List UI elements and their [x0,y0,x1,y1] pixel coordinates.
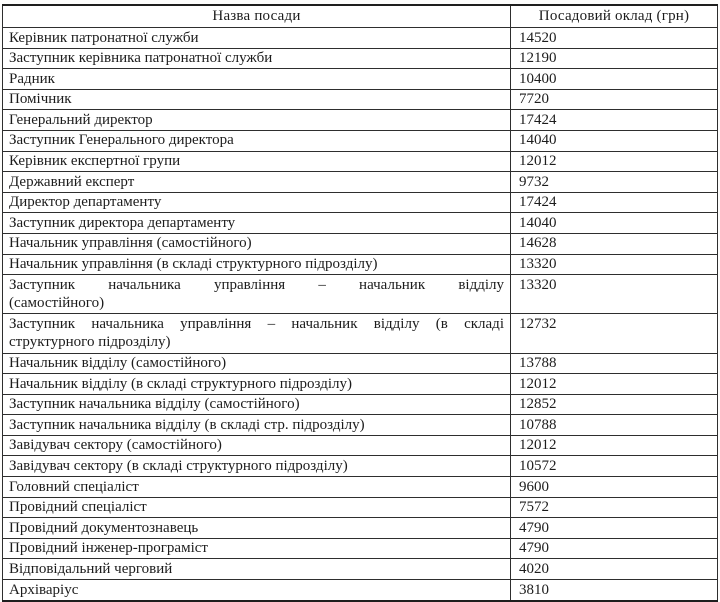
salary-cell: 13320 [511,254,718,275]
position-cell: Заступник Генерального директора [3,130,511,151]
table-row [3,192,718,213]
salary-cell: 4020 [511,559,718,580]
table-row [3,456,718,477]
table-row [3,110,718,131]
table-row [3,435,718,456]
table-row [3,69,718,90]
salary-cell: 14628 [511,233,718,254]
position-cell: Начальник відділу (самостійного) [3,353,511,374]
position-cell: Керівник патронатної служби [3,28,511,49]
position-cell: Провідний спеціаліст [3,497,511,518]
position-cell: Завідувач сектору (в складі структурного підрозділу) [3,456,511,477]
position-cell: Заступник начальника відділу (самостійного) [3,394,511,415]
position-cell [3,314,511,353]
position-line: структурного підрозділу) [9,334,171,351]
salary-cell: 4790 [511,538,718,559]
salary-cell: 12012 [511,435,718,456]
table-row [3,151,718,172]
position-cell: Начальник управління (самостійного) [3,233,511,254]
table-row [3,559,718,580]
table-body [3,28,718,601]
position-cell: Провідний інженер-програміст [3,538,511,559]
position-line: (самостійного) [9,295,105,312]
table-row [3,580,718,601]
salary-cell: 14040 [511,130,718,151]
salary-cell: 9732 [511,172,718,193]
salary-cell: 12852 [511,394,718,415]
salary-cell: 10400 [511,69,718,90]
table-header [3,5,718,28]
table-row [3,477,718,498]
position-cell: Начальник відділу (в складі структурного підрозділу) [3,374,511,395]
table-row [3,518,718,539]
table-row [3,497,718,518]
table-row [3,254,718,275]
column-header-salary: Посадовий оклад (грн) [511,5,718,28]
salary-cell: 7720 [511,89,718,110]
position-cell: Архіваріус [3,580,511,601]
position-cell: Заступник директора департаменту [3,213,511,234]
table-row [3,314,718,353]
salary-cell: 13788 [511,353,718,374]
position-cell: Заступник начальника відділу (в складі стр. підрозділу) [3,415,511,436]
salary-cell: 12012 [511,151,718,172]
position-cell [3,275,511,314]
salary-cell: 4790 [511,518,718,539]
header-row [3,5,718,28]
salary-cell: 17424 [511,192,718,213]
table-row [3,28,718,49]
salary-cell: 3810 [511,580,718,601]
salary-cell: 12732 [511,314,718,353]
table-row [3,233,718,254]
salary-cell: 10788 [511,415,718,436]
salary-table [2,4,718,602]
table-row [3,130,718,151]
table-row [3,89,718,110]
table-row [3,538,718,559]
table-row [3,213,718,234]
position-cell: Державний експерт [3,172,511,193]
position-cell: Заступник керівника патронатної служби [3,48,511,69]
position-cell: Генеральний директор [3,110,511,131]
position-cell: Помічник [3,89,511,110]
salary-cell: 12190 [511,48,718,69]
table-row [3,275,718,314]
position-cell: Керівник експертної групи [3,151,511,172]
salary-cell: 12012 [511,374,718,395]
salary-cell: 13320 [511,275,718,314]
salary-cell: 14520 [511,28,718,49]
salary-cell: 10572 [511,456,718,477]
salary-cell: 7572 [511,497,718,518]
position-line: Заступник начальника управління – начальник відділу (в складі [9,315,504,332]
salary-cell: 14040 [511,213,718,234]
table-row [3,394,718,415]
position-cell: Начальник управління (в складі структурного підрозділу) [3,254,511,275]
position-cell: Завідувач сектору (самостійного) [3,435,511,456]
position-cell: Провідний документознавець [3,518,511,539]
salary-cell: 17424 [511,110,718,131]
table-row [3,374,718,395]
position-cell: Радник [3,69,511,90]
position-cell: Директор департаменту [3,192,511,213]
table-row [3,353,718,374]
table-row [3,172,718,193]
position-line: Заступник начальника управління – начальник відділу [9,276,504,293]
table-row [3,415,718,436]
position-cell: Головний спеціаліст [3,477,511,498]
salary-cell: 9600 [511,477,718,498]
column-header-position: Назва посади [3,5,511,28]
position-cell: Відповідальний черговий [3,559,511,580]
table-row [3,48,718,69]
